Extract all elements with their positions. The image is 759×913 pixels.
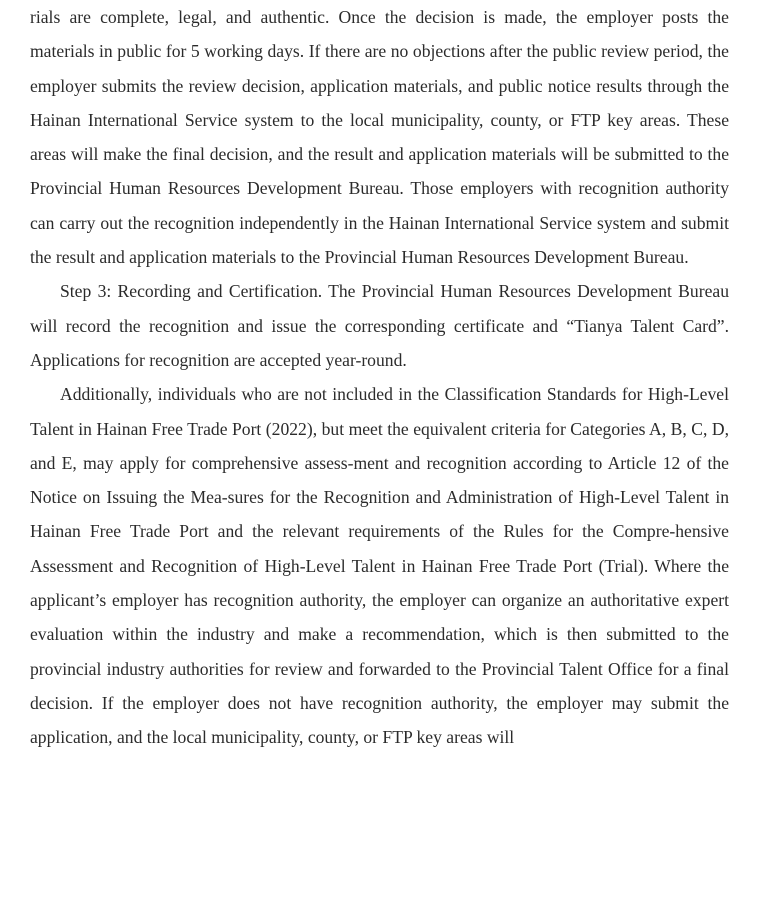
paragraph-continued: rials are complete, legal, and authentic. Once the decision is made, the employer posts the materials in public for 5 working days. If there are no objections after the public review period, the employer submits the review decision, application materials, and public notice results through the Hainan International Service system to the local municipality, county, or FTP key areas. These areas will make the final decision, and the result and application materials will be submitted to the Provincial Human Resources Development Bureau. Those employers with recognition authority can carry out the recognition independently in the Hainan International Service system and submit the result and application materials to the Provincial Human Resources Development Bureau. [30,7,729,268]
page-body [30,0,729,755]
paragraph-step-3: Step 3: Recording and Certification. The Provincial Human Resources Development Bureau will record the recognition and issue the corresponding certificate and “Tianya Talent Card”. Applications for recognition are accepted year-round. [30,281,729,370]
paragraph-additional-criteria: Additionally, individuals who are not included in the Classification Standards for High-Level Talent in Hainan Free Trade Port (2022), but meet the equivalent criteria for Categories A, B, C, D, and E, may apply for comprehensive assess-ment and recognition according to Article 12 of the Notice on Issuing the Mea-sures for the Recognition and Administration of High-Level Talent in Hainan Free Trade Port and the relevant requirements of the Rules for the Compre-hensive Assessment and Recognition of High-Level Talent in Hainan Free Trade Port (Trial). Where the applicant’s employer has recognition authority, the employer can organize an authoritative expert evaluation within the industry and make a recommendation, which is then submitted to the provincial industry authorities for review and forwarded to the Provincial Talent Office for a final decision. If the employer does not have recognition authority, the employer may submit the application, and the local municipality, county, or FTP key areas will [30,384,729,748]
